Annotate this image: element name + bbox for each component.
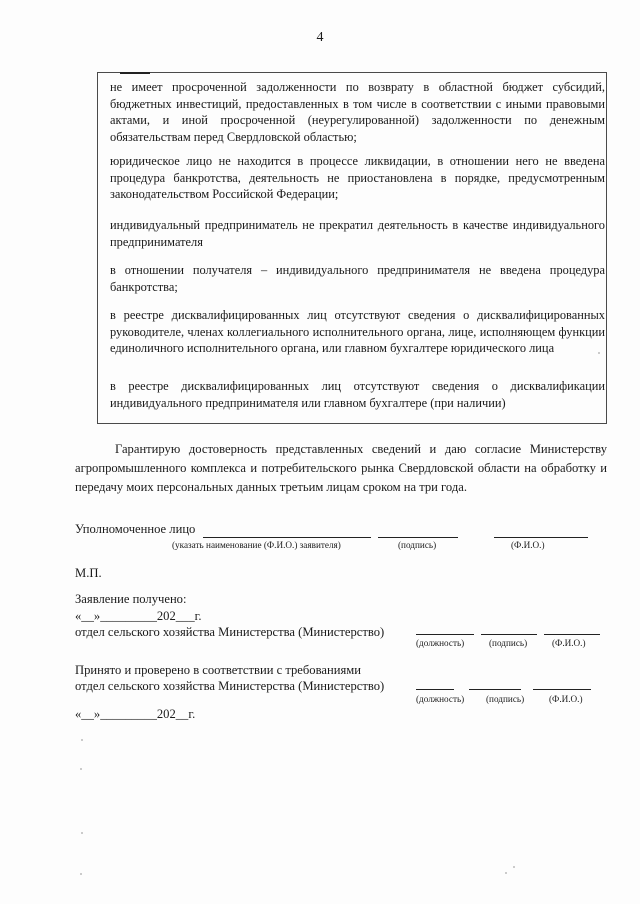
authorized-label: Уполномоченное лицо <box>75 522 196 536</box>
scan-speck <box>80 768 82 770</box>
accepted-title: Принято и проверено в соответствии с требованиями <box>75 663 361 677</box>
received-caption-position: (должность) <box>416 638 465 648</box>
guarantee-statement: Гарантирую достоверность представленных сведений и даю согласие Министерству агропромышленного комплекса и потребительского рынка Свердловской области на обработку и передачу моих персональных данных третьим лицам сроком на три года. <box>75 442 607 494</box>
accepted-caption-fio: (Ф.И.О.) <box>549 694 583 704</box>
authorized-signature-line <box>378 537 458 538</box>
accepted-signature-line <box>469 689 521 690</box>
box-top-mark <box>120 72 150 74</box>
condition-3: индивидуальный предприниматель не прекратил деятельность в качестве индивидуального предпринимателя <box>110 218 605 249</box>
received-signature-line <box>481 634 537 635</box>
condition-5: в реестре дисквалифицированных лиц отсутствуют сведения о дисквалифицированных руководителе, членах коллегиального исполнительного органа, лице, исполняющем функции единоличного исполнительного органа, или главном бухгалтере юридического лица <box>110 308 605 356</box>
authorized-name-line <box>203 537 371 538</box>
scan-speck <box>81 739 83 741</box>
received-department: отдел сельского хозяйства Министерства (Министерство) <box>75 625 385 639</box>
condition-2: юридическое лицо не находится в процессе ликвидации, в отношении него не введена процедура банкротства, деятельность не приостановлена в порядке, предусмотренным законодательством Российской Федерации; <box>110 154 605 202</box>
accepted-fio-line <box>533 689 591 690</box>
page-number: 4 <box>316 30 324 45</box>
scan-speck <box>598 352 600 354</box>
accepted-caption-position: (должность) <box>416 694 465 704</box>
caption-fio: (Ф.И.О.) <box>511 540 545 550</box>
stamp-place: М.П. <box>75 566 102 580</box>
authorized-fio-line <box>494 537 588 538</box>
received-title: Заявление получено: <box>75 592 187 606</box>
condition-1: не имеет просроченной задолженности по возврату в областной бюджет субсидий, бюджетных инвестиций, предоставленных в том числе в соответствии с иными правовыми актами, и иной просроченной (неурегулированной) задолженности по денежным обязательствам перед Свердловской областью; <box>110 80 605 144</box>
scan-speck <box>513 866 515 868</box>
scan-speck <box>505 872 507 874</box>
received-date: «__»_________202___г. <box>75 609 202 623</box>
condition-4: в отношении получателя – индивидуального предпринимателя не введена процедура банкротства; <box>110 263 605 294</box>
received-position-line <box>416 634 474 635</box>
condition-6: в реестре дисквалифицированных лиц отсутствуют сведения о дисквалификации индивидуального предпринимателя или главном бухгалтере (при наличии) <box>110 379 605 410</box>
caption-signature: (подпись) <box>398 540 437 550</box>
accepted-caption-signature: (подпись) <box>486 694 525 704</box>
accepted-date: «__»_________202__г. <box>75 707 196 721</box>
scan-speck <box>81 832 83 834</box>
caption-applicant-name: (указать наименование (Ф.И.О.) заявителя) <box>172 540 341 550</box>
accepted-department: отдел сельского хозяйства Министерства (Министерство) <box>75 679 385 693</box>
scan-speck <box>80 873 82 875</box>
accepted-position-line <box>416 689 454 690</box>
received-fio-line <box>544 634 600 635</box>
received-caption-fio: (Ф.И.О.) <box>552 638 586 648</box>
received-caption-signature: (подпись) <box>489 638 528 648</box>
